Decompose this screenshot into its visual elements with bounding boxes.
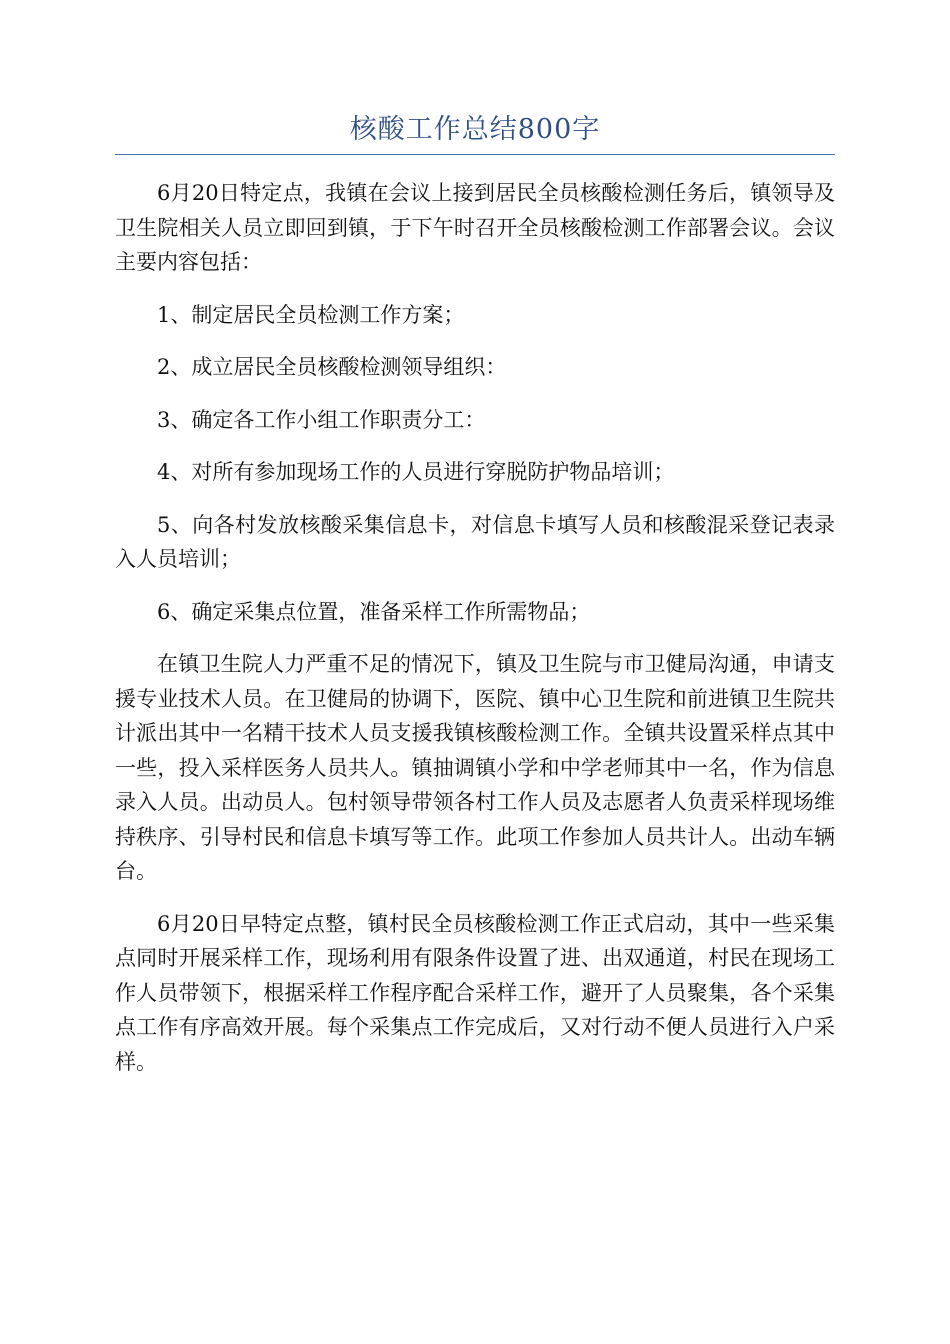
list-item-2: 2、成立居民全员核酸检测领导组织： (157, 355, 507, 379)
document-body (115, 176, 835, 1097)
paragraph-support: 在镇卫生院人力严重不足的情况下，镇及卫生院与市卫健局沟通，申请支援专业技术人员。在卫健局的协调下，医院、镇中心卫生院和前进镇卫生院共计派出其中一名精干技术人员支援我镇核酸检测工作。全镇共设置采样点其中一些，投入采样医务人员共人。镇抽调镇小学和中学老师其中一名，作为信息录入人员。出动员人。包村领导带领各村工作人员及志愿者人负责采样现场维持秩序、引导村民和信息卡填写等工作。此项工作参加人员共计人。出动车辆台。 (115, 652, 835, 883)
list-item-4: 4、对所有参加现场工作的人员进行穿脱防护物品培训； (157, 460, 675, 484)
title-underline (115, 154, 835, 155)
list-item-3: 3、确定各工作小组工作职责分工： (157, 407, 486, 432)
paragraph-launch: 6月20日早特定点整，镇村民全员核酸检测工作正式启动，其中一些采集点同时开展采样工作，现场利用有限条件设置了进、出双通道，村民在现场工作人员带领下，根据采样工作程序配合采样工作，避开了人员聚集，各个采集点工作有序高效开展。每个采集点工作完成后，又对行动不便人员进行入户采样。 (115, 911, 835, 1074)
list-item-1: 1、制定居民全员检测工作方案； (157, 302, 465, 327)
list-item-6: 6、确定采集点位置，准备采样工作所需物品； (157, 599, 591, 624)
document-title: 核酸工作总结800字 (349, 114, 601, 145)
paragraph-intro: 6月20日特定点，我镇在会议上接到居民全员核酸检测任务后，镇领导及卫生院相关人员立即回到镇，于下午时召开全员核酸检测工作部署会议。会议主要内容包括： (115, 181, 835, 274)
list-item-5: 5、向各村发放核酸采集信息卡，对信息卡填写人员和核酸混采登记表录入人员培训； (115, 512, 835, 571)
